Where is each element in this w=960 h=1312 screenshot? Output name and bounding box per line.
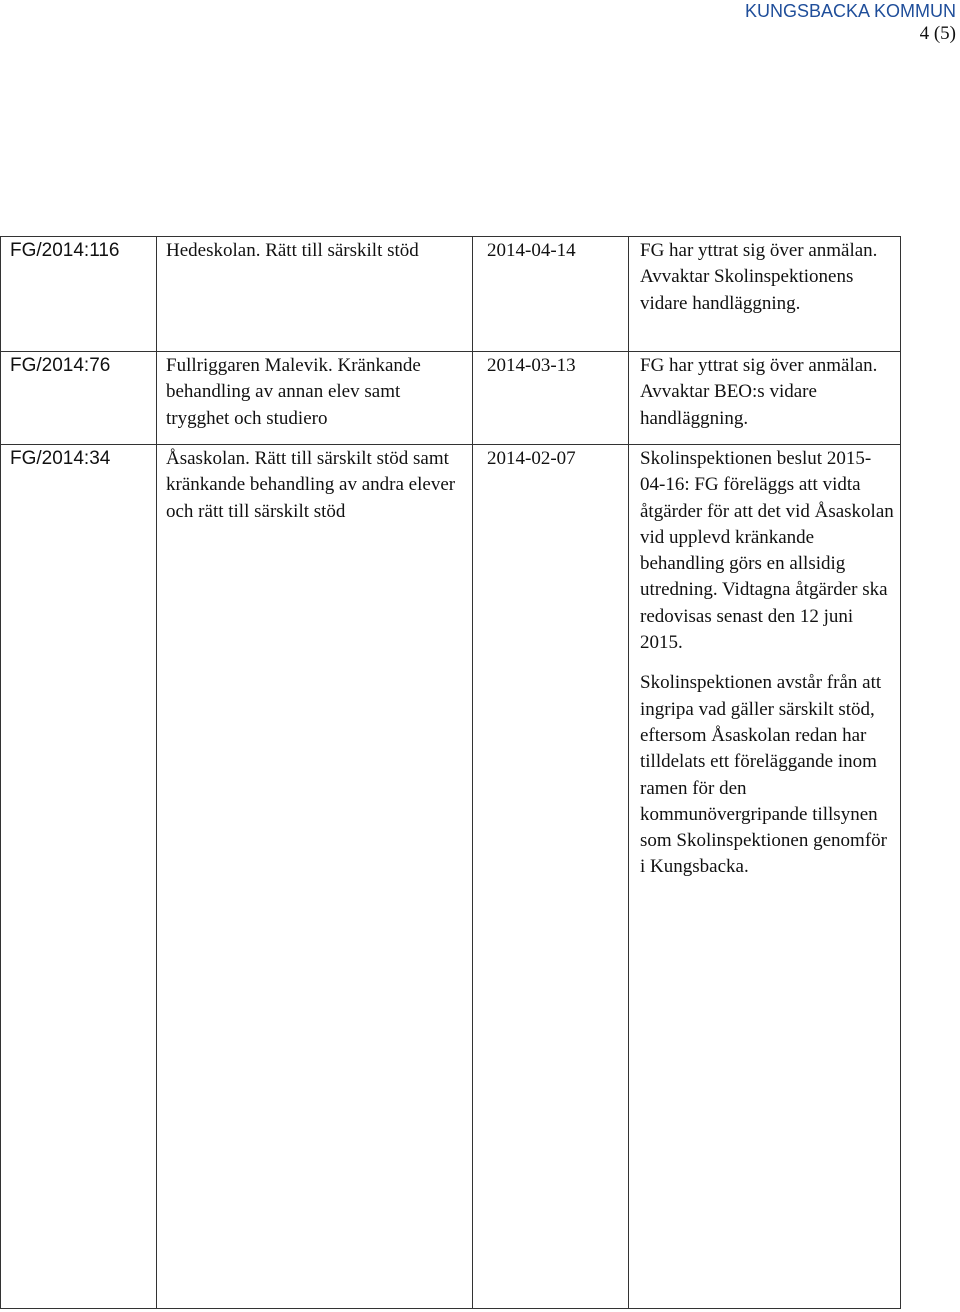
- table-row: [1, 237, 901, 352]
- table-row: [1, 445, 901, 1309]
- case-status-note: Skolinspektionen avstår från att ingripa vad gäller särskilt stöd, eftersom Åsaskolan redan har tilldelats ett föreläggande inom ramen för den kommunövergripande tillsynen som Skolinspektionen genomför i Kungsbacka.: [640, 672, 887, 878]
- case-date: 2014-02-07: [473, 445, 629, 1309]
- case-id: FG/2014:116: [1, 237, 157, 352]
- case-description: Hedeskolan. Rätt till särskilt stöd: [157, 237, 473, 352]
- page-header: [745, 0, 956, 45]
- case-id: FG/2014:76: [1, 352, 157, 445]
- case-table: [0, 236, 901, 1309]
- case-id: FG/2014:34: [1, 445, 157, 1309]
- case-status: FG har yttrat sig över anmälan. Avvaktar BEO:s vidare handläggning.: [629, 352, 901, 445]
- case-date: 2014-03-13: [473, 352, 629, 445]
- case-date: 2014-04-14: [473, 237, 629, 352]
- case-description: Fullriggaren Malevik. Kränkande behandling av annan elev samt trygghet och studiero: [157, 352, 473, 445]
- organization-name: KUNGSBACKA KOMMUN: [744, 1, 956, 21]
- page-number: 4 (5): [919, 23, 956, 44]
- case-status: FG har yttrat sig över anmälan. Avvaktar Skolinspektionens vidare handläggning.: [629, 237, 901, 352]
- case-description: Åsaskolan. Rätt till särskilt stöd samt kränkande behandling av andra elever och rätt till särskilt stöd: [157, 445, 473, 1309]
- case-status-decision: Skolinspektionen beslut 2015-04-16: FG föreläggs att vidta åtgärder för att det vid Åsaskolan vid upplevd kränkande behandling görs en allsidig utredning. Vidtagna åtgärder ska redovisas senast den 12 juni 2015.: [640, 448, 894, 654]
- table-row: [1, 352, 901, 445]
- case-status: [629, 445, 901, 1309]
